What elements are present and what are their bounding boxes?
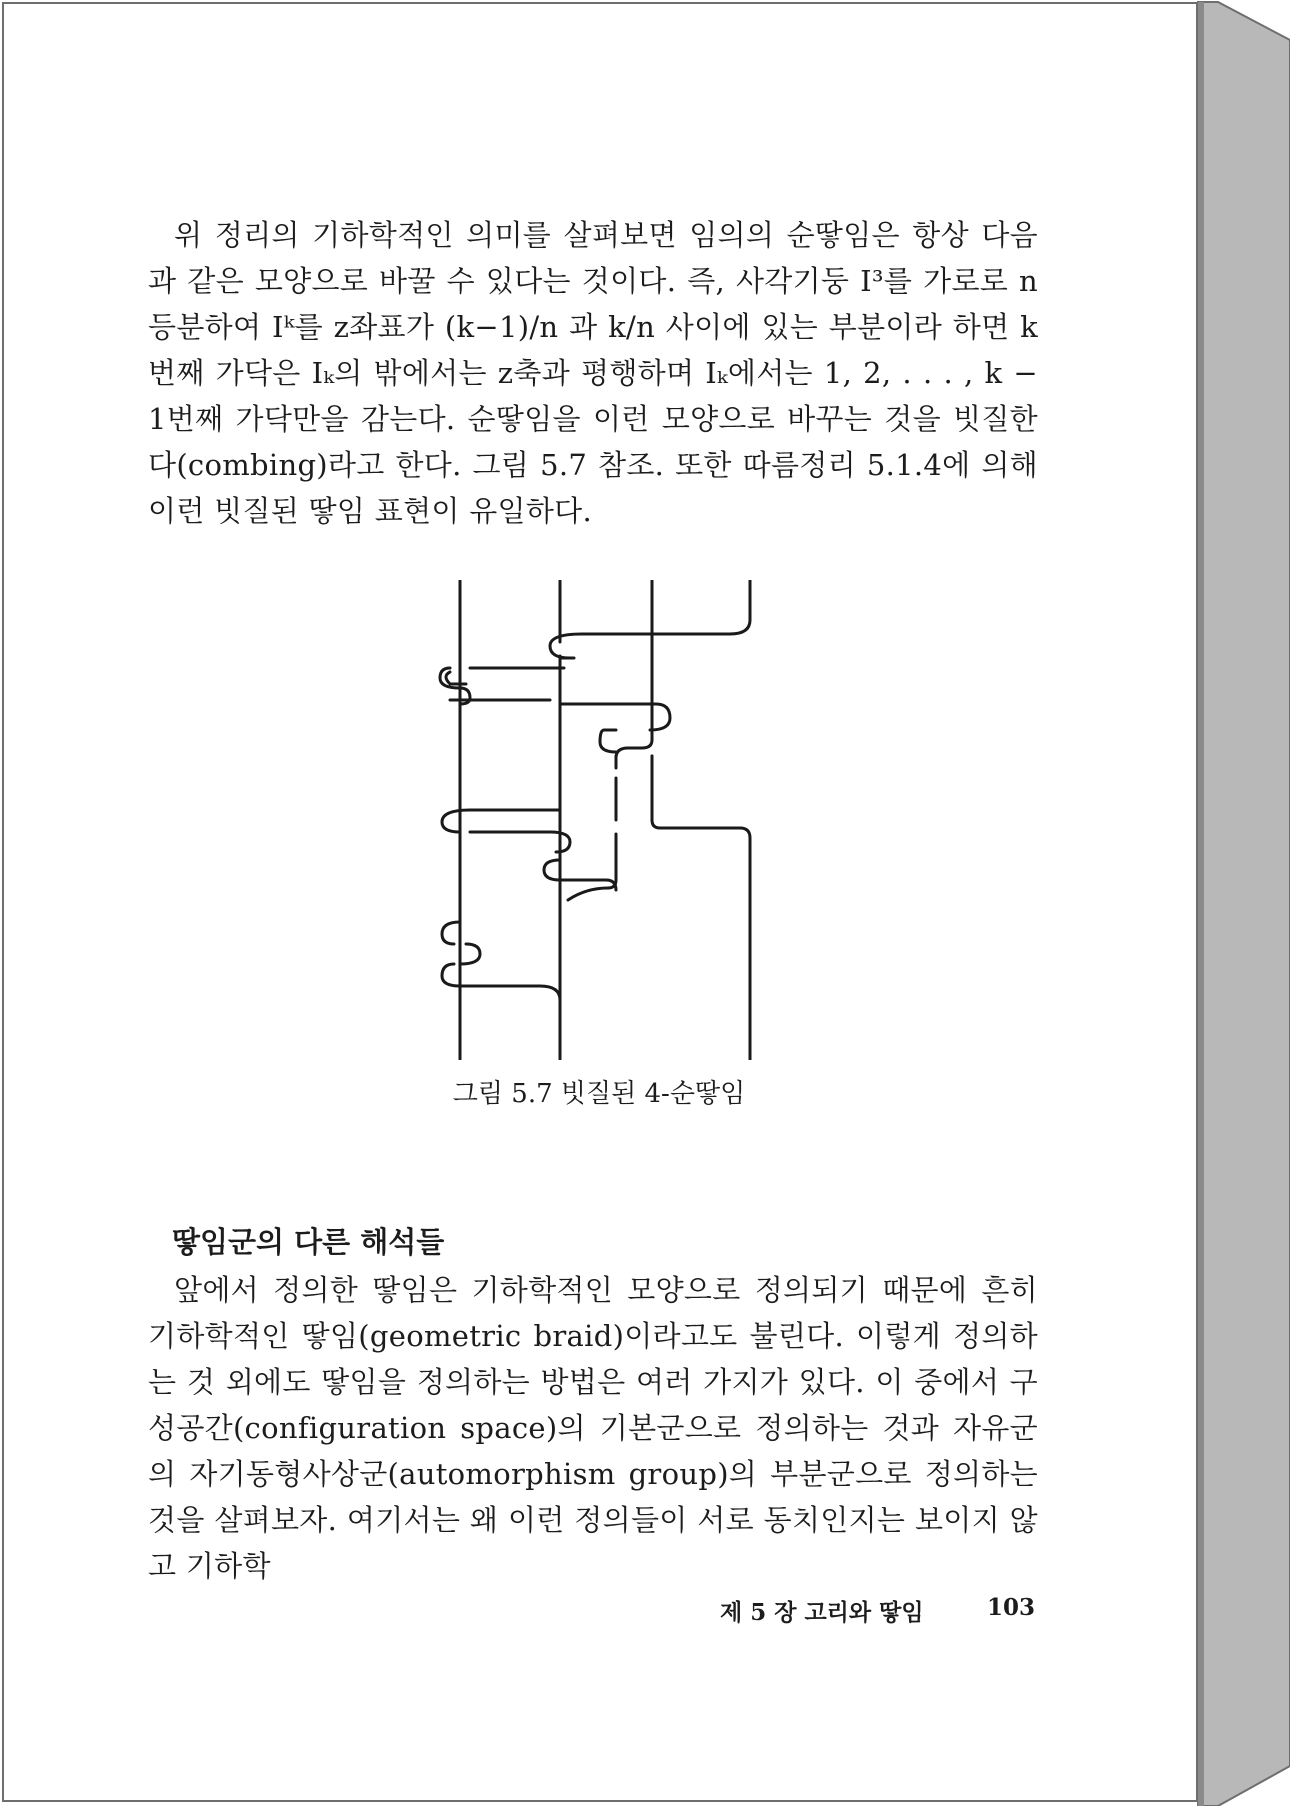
section-heading: 땋임군의 다른 해석들	[172, 1225, 445, 1259]
braid-strand-3	[560, 580, 652, 1060]
page-number: 103	[986, 1594, 1035, 1621]
combed-braid-figure	[420, 580, 760, 1060]
figure-caption: 그림 5.7 빗질된 4-순땋임	[452, 1079, 746, 1109]
body-paragraph-top: 위 정리의 기하학적인 의미를 살펴보면 임의의 순땋임은 항상 다음과 같은 모양으로 바꿀 수 있다는 것이다. 즉, 사각기둥 I³를 가로로 n등분하여 Iᵏ를 z좌표가 (k−1)/n 과 k/n 사이에 있는 부분이라 하면 k번째 가닥은 Iₖ의 밖에서는 z축과 평행하며 Iₖ에서는 1, 2, . . . , k − 1번째 가닥만을 감는다. 순땋임을 이런 모양으로 바꾸는 것을 빗질한다(combing)라고 한다. 그림 5.7 참조. 또한 따름정리 5.1.4에 의해 이런 빗질된 땋임 표현이 유일하다.	[148, 218, 1038, 528]
footer-chapter: 제 5 장 고리와 땋임	[720, 1599, 924, 1626]
wrap-loop-middle-1	[442, 810, 616, 890]
braid-strand-4-lower	[652, 756, 750, 1060]
wrap-loop-upper-1	[446, 668, 560, 700]
page-footer	[720, 1594, 1035, 1627]
body-paragraph-bottom: 앞에서 정의한 땋임은 기하학적인 모양으로 정의되기 때문에 흔히 기하학적인 땋임(geometric braid)이라고도 불린다. 이렇게 정의하는 것 외에도 땋임을 정의하는 방법은 여러 가지가 있다. 이 중에서 구성공간(configuration space)의 기본군으로 정의하는 것과 자유군의 자기동형사상군(automorphism group)의 부분군으로 정의하는 것을 살펴보자. 여기서는 왜 이런 정의들이 서로 동치인지는 보이지 않고 기하학	[148, 1273, 1038, 1583]
